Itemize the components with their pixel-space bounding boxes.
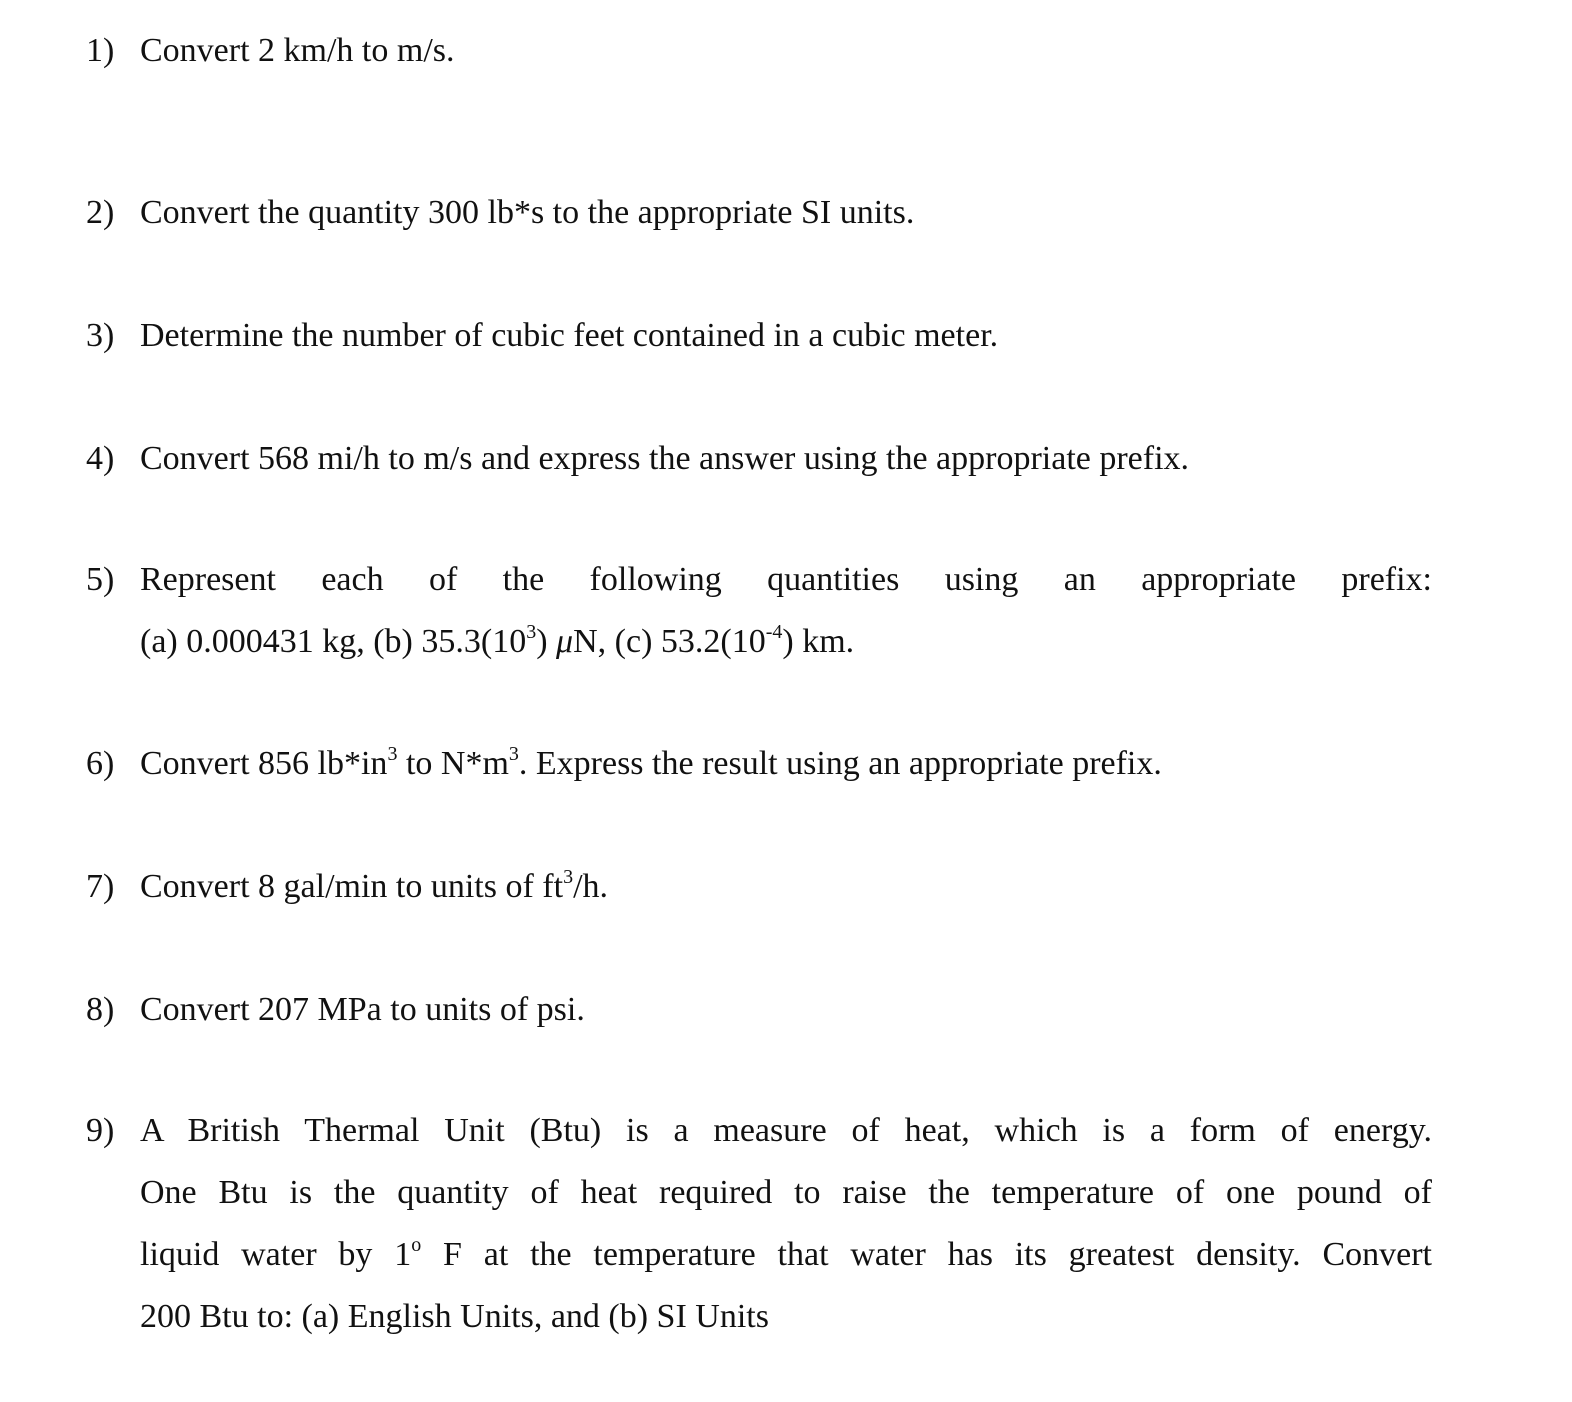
problem-text: Convert the quantity 300 lb*s to the appropriate SI units.	[140, 194, 915, 231]
problem-number: 3)	[86, 317, 115, 354]
problem-text: Convert 8 gal/min to units of $ft^3/h$.	[140, 866, 609, 905]
problem-number: 2)	[86, 194, 115, 231]
problem-text-line: 200 Btu to: (a) English Units, and (b) SI Units	[140, 1298, 769, 1335]
problem-text-line: One Btu is the quantity of heat required to raise the temperature of one pound of	[140, 1174, 1432, 1211]
problem-9	[86, 1100, 1432, 1348]
problem-8	[86, 979, 585, 1041]
problem-text-line: (a) 0.000431 kg, (b) $35.3(10^3)$ μN, (c) $53.2(10^{-4})$ km.	[140, 621, 855, 660]
problem-text: Convert 568 mi/h to m/s and express the answer using the appropriate prefix.	[140, 440, 1190, 477]
problem-text: Determine the number of cubic feet contained in a cubic meter.	[140, 317, 999, 354]
problem-5	[86, 549, 1432, 673]
problem-6	[86, 733, 1162, 795]
problem-text-line: A British Thermal Unit (Btu) is a measure of heat, which is a form of energy.	[140, 1112, 1432, 1149]
problem-3	[86, 305, 998, 367]
problem-text: Convert 207 MPa to units of psi.	[140, 991, 585, 1028]
problem-2	[86, 182, 914, 244]
problem-text: Convert 856 $lb*in^3$ to $N*m^3$. Express the result using an appropriate prefix.	[140, 743, 1162, 782]
problem-number: 6)	[86, 745, 115, 782]
problem-number: 7)	[86, 868, 115, 905]
problem-1	[86, 20, 455, 82]
problem-number: 5)	[86, 561, 115, 598]
problem-number: 9)	[86, 1112, 115, 1149]
problem-number: 8)	[86, 991, 115, 1028]
problem-text: Convert 2 km/h to m/s.	[140, 32, 455, 69]
problem-text-line: liquid water by 1$^o$ F at the temperature that water has its greatest density. Convert	[140, 1234, 1433, 1273]
problem-7	[86, 856, 608, 918]
problem-4	[86, 428, 1189, 490]
problem-number: 1)	[86, 32, 115, 69]
problem-number: 4)	[86, 440, 115, 477]
problem-text-line: Represent each of the following quantities using an appropriate prefix:	[140, 561, 1432, 598]
